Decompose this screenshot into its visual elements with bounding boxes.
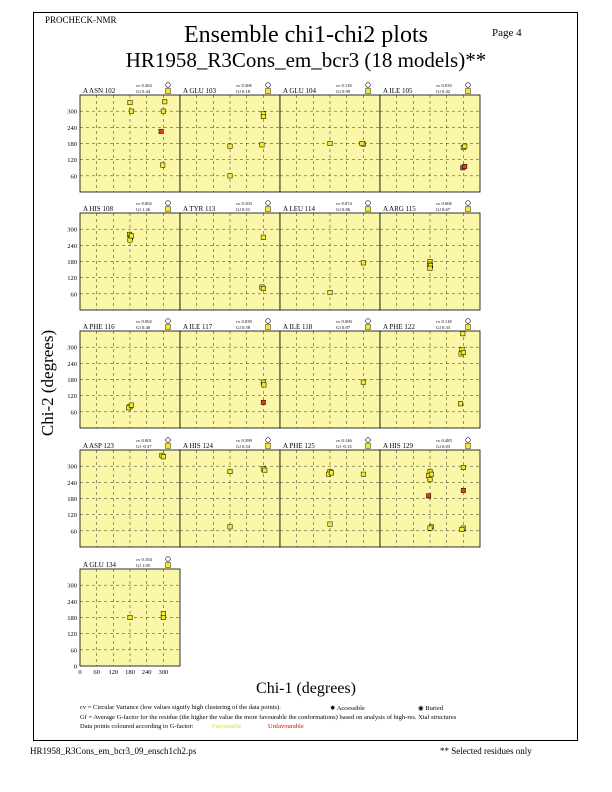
data-point	[161, 109, 165, 113]
accessibility-icon	[366, 83, 371, 88]
gfactor-swatch	[166, 207, 171, 212]
panel-gf: Gf 1.05	[136, 563, 151, 568]
panel-cv: cv 0.485	[436, 438, 452, 443]
gfactor-swatch	[166, 563, 171, 568]
y-axis-label: Chi-2 (degrees)	[38, 329, 57, 437]
panel-a-leu-114	[280, 201, 380, 310]
y-tick-label: 240	[67, 242, 77, 250]
panel-label: A HIS 129	[383, 442, 413, 450]
accessibility-icon	[166, 557, 171, 562]
data-point	[461, 465, 465, 469]
panel-gf: Gf 0.99	[336, 89, 351, 94]
data-point	[461, 350, 465, 354]
panel-a-arg-115	[380, 201, 480, 310]
y-tick-label: 240	[67, 598, 77, 606]
panel-cv: cv 0.306	[236, 83, 252, 88]
panel-cv: cv 0.035	[436, 83, 452, 88]
panel-gf: Gf 0.87	[336, 325, 351, 330]
panel-label: A ASP 123	[83, 442, 114, 450]
panel-gf: Gf 0.33	[436, 325, 451, 330]
y-tick-label: 0	[73, 663, 77, 671]
data-point	[328, 522, 332, 526]
panel-label: A TYR 113	[183, 205, 216, 213]
data-point	[262, 383, 266, 387]
page-title: Ensemble chi1-chi2 plots	[184, 22, 428, 48]
data-point	[129, 403, 133, 407]
panel-gf: Gf 1.26	[136, 207, 151, 212]
x-tick-label: 300	[158, 669, 169, 676]
y-tick-label: 60	[70, 528, 77, 536]
panel-a-his-129	[380, 438, 480, 547]
footnote-cv: cv = Circular Variance (low values signify high clustering of the data points).	[80, 704, 281, 711]
panel-label: A ILE 105	[383, 87, 413, 95]
y-tick-label: 180	[67, 141, 77, 148]
panel-label: A PHE 116	[83, 323, 115, 331]
y-tick-label: 300	[67, 463, 77, 471]
data-point	[361, 472, 365, 476]
accessibility-icon	[366, 201, 371, 206]
panel-label: A HIS 108	[83, 205, 113, 213]
page-number: Page 4	[492, 27, 522, 39]
data-point	[128, 238, 132, 242]
accessibility-icon	[166, 319, 171, 324]
data-point	[361, 380, 365, 384]
panel-gf: Gf 0.18	[236, 89, 251, 94]
panel-label: A PHE 122	[383, 323, 415, 331]
panel-cv: cv 0.002	[136, 319, 152, 324]
y-tick-label: 120	[67, 512, 77, 520]
y-tick-label: 120	[67, 631, 77, 639]
panel-label: A GLU 103	[183, 87, 217, 95]
panel-cv: cv 0.118	[436, 319, 452, 324]
y-tick-label: 180	[67, 615, 77, 622]
data-point	[161, 611, 165, 615]
accessibility-icon	[466, 319, 471, 324]
panel-label: A HIS 124	[183, 442, 213, 450]
footer-filename: HR1958_R3Cons_em_bcr3_09_ensch1ch2.ps	[30, 746, 197, 756]
gfactor-swatch	[366, 207, 371, 212]
panel-a-glu-103	[180, 83, 280, 192]
data-point	[429, 472, 433, 476]
panel-gf: Gf 0.44	[136, 89, 151, 94]
data-point	[261, 286, 265, 290]
footer-note: ** Selected residues only	[440, 746, 532, 756]
panel-gf: Gf 0.51	[236, 207, 251, 212]
panel-a-his-108	[67, 201, 180, 310]
panel-cv: cv 0.002	[136, 201, 152, 206]
panel-cv: cv 0.006	[436, 201, 452, 206]
y-tick-label: 300	[67, 582, 77, 590]
panel-cv: cv 0.118	[336, 83, 352, 88]
legend-unfavourable: Unfavourable	[268, 723, 304, 730]
panel-label: A GLU 134	[83, 561, 117, 569]
gfactor-swatch	[266, 444, 271, 449]
accessibility-icon	[366, 319, 371, 324]
y-tick-label: 180	[67, 377, 77, 384]
legend-buried: ◉ Buried	[418, 705, 443, 712]
page-subtitle: HR1958_R3Cons_em_bcr3 (18 models)**	[125, 48, 487, 72]
data-point	[128, 615, 132, 619]
x-tick-label: 240	[141, 669, 152, 676]
gfactor-swatch	[466, 325, 471, 330]
gfactor-swatch	[366, 325, 371, 330]
accessibility-icon	[466, 83, 471, 88]
data-point	[426, 494, 430, 498]
data-point	[161, 455, 165, 459]
data-point	[261, 114, 265, 118]
panel-gf: Gf 0.42	[436, 89, 451, 94]
data-point	[461, 331, 465, 335]
accessibility-icon	[366, 438, 371, 443]
x-tick-label: 120	[108, 669, 119, 676]
panel-a-ile-117	[180, 319, 280, 428]
panel-a-phe-125	[280, 438, 380, 547]
y-tick-label: 120	[67, 275, 77, 283]
panel-label: A ASN 102	[83, 87, 116, 95]
data-point	[228, 469, 232, 473]
data-point	[428, 477, 432, 481]
footnote-colour: Data points coloured according to G-factor:	[80, 723, 194, 730]
panel-a-tyr-113	[180, 201, 280, 310]
panel-a-glu-104	[280, 83, 380, 192]
gfactor-swatch	[166, 89, 171, 94]
gfactor-swatch	[266, 207, 271, 212]
legend-favourable: Favourable	[212, 723, 242, 730]
panel-cv: cv 0.399	[236, 438, 252, 443]
panel-label: A ILE 118	[283, 323, 313, 331]
panel-gf: Gf 0.58	[236, 325, 251, 330]
data-point	[228, 525, 232, 529]
data-point	[360, 141, 364, 145]
data-point	[260, 143, 264, 147]
panel-gf: Gf 0.86	[336, 207, 351, 212]
footnote-gf: Gf = Average G-factor for the residue (the higher the value the more favourable the conformations) based on analysis of high-res. Xtal structures	[80, 714, 457, 721]
panel-cv: cv 0.263	[136, 83, 152, 88]
data-point	[428, 526, 432, 530]
panel-gf: Gf 0.40	[136, 325, 151, 330]
data-point	[328, 290, 332, 294]
data-point	[228, 174, 232, 178]
panel-cv: cv 0.000	[336, 319, 352, 324]
panel-cv: cv 0.074	[336, 201, 352, 206]
data-point	[463, 164, 467, 168]
y-tick-label: 240	[67, 124, 77, 132]
data-point	[261, 235, 265, 239]
data-point	[261, 400, 265, 404]
data-point	[263, 468, 267, 472]
y-tick-label: 120	[67, 393, 77, 401]
x-tick-label: 180	[125, 669, 135, 676]
gfactor-swatch	[466, 89, 471, 94]
accessibility-icon	[266, 201, 271, 206]
x-axis-label: Chi-1 (degrees)	[256, 680, 356, 697]
data-point	[228, 144, 232, 148]
legend-accessible-label: Accessible	[336, 705, 365, 712]
y-tick-label: 60	[70, 647, 77, 655]
y-tick-label: 120	[67, 157, 77, 165]
accessibility-icon	[266, 319, 271, 324]
panel-a-phe-116	[67, 319, 180, 428]
data-point	[461, 488, 465, 492]
gfactor-swatch	[166, 444, 171, 449]
panel-gf: Gf 0.03	[436, 444, 451, 449]
panel-a-ile-118	[280, 319, 380, 428]
legend-buried-label: Buried	[425, 705, 443, 712]
y-tick-label: 300	[67, 344, 77, 352]
data-point	[458, 402, 462, 406]
gfactor-swatch	[466, 207, 471, 212]
panel-cv: cv 0.001	[136, 438, 152, 443]
accessibility-icon	[466, 438, 471, 443]
gfactor-swatch	[266, 89, 271, 94]
data-point	[159, 129, 163, 133]
data-point	[161, 163, 165, 167]
panel-label: A ARG 115	[383, 205, 416, 213]
y-tick-label: 60	[70, 173, 77, 181]
program-label: PROCHECK-NMR	[45, 15, 117, 25]
gfactor-swatch	[166, 325, 171, 330]
panel-label: A PHE 125	[283, 442, 315, 450]
legend-accessible: ✸ Accessible	[330, 705, 365, 712]
y-tick-label: 300	[67, 108, 77, 116]
y-tick-label: 60	[70, 409, 77, 417]
y-tick-label: 240	[67, 360, 77, 368]
panel-cv: cv 0.146	[336, 438, 352, 443]
panel-cv: cv 0.103	[236, 201, 252, 206]
gfactor-swatch	[466, 444, 471, 449]
data-point	[163, 100, 167, 104]
accessibility-icon	[166, 83, 171, 88]
data-point	[329, 471, 333, 475]
gfactor-swatch	[366, 89, 371, 94]
accessibility-icon	[266, 83, 271, 88]
panel-a-asp-123	[67, 438, 180, 547]
data-point	[129, 109, 133, 113]
y-tick-label: 240	[67, 479, 77, 487]
panel-cv: cv 0.104	[136, 557, 152, 562]
panel-cv: cv 0.039	[236, 319, 252, 324]
panel-a-ile-105	[380, 83, 480, 192]
data-point	[460, 527, 464, 531]
accessibility-icon	[166, 438, 171, 443]
x-tick-label: 60	[93, 669, 100, 676]
y-tick-label: 60	[70, 291, 77, 299]
data-point	[128, 100, 132, 104]
panel-gf: Gf -0.37	[136, 444, 152, 449]
panel-a-phe-122	[380, 319, 480, 428]
accessibility-icon	[266, 438, 271, 443]
y-tick-label: 180	[67, 259, 77, 266]
panel-a-glu-134	[67, 557, 180, 676]
data-point	[328, 141, 332, 145]
gfactor-swatch	[366, 444, 371, 449]
gfactor-swatch	[266, 325, 271, 330]
panel-label: A LEU 114	[283, 205, 316, 213]
y-tick-label: 300	[67, 226, 77, 234]
panel-gf: Gf -0.13	[336, 444, 352, 449]
panel-a-asn-102	[67, 83, 180, 192]
panel-gf: Gf 0.54	[236, 444, 251, 449]
panel-a-his-124	[180, 438, 280, 547]
data-point	[361, 261, 365, 265]
accessibility-icon	[466, 201, 471, 206]
data-point	[161, 615, 165, 619]
panel-gf: Gf 0.67	[436, 207, 451, 212]
x-tick-label: 0	[78, 669, 82, 676]
data-point	[428, 266, 432, 270]
data-point	[129, 234, 133, 238]
panel-label: A GLU 104	[283, 87, 317, 95]
panel-label: A ILE 117	[183, 323, 213, 331]
y-tick-label: 180	[67, 496, 77, 503]
data-point	[463, 144, 467, 148]
accessibility-icon	[166, 201, 171, 206]
